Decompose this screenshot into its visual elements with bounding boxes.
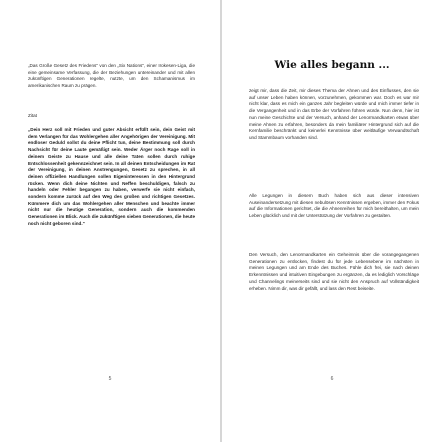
body-paragraph-3: Den Versuch, den Lenormandkarten ein Geheimnis über die vorangegangenen Generationen zu entlocken, findest du für jede Lebensebene im nächsten in meinen Legungen und am Ende des Buches. Fühle dich frei, sie nach deinen Erkenntnissen und intuitiven Eingebungen zu ergänzen, da es lediglich Vorschläge und Channelings meinerseits sind und sie nicht den Anspruch auf Vollständigkeit erheben. Nimm dir, was dir gefällt, und lass den Rest beiseite.	[249, 252, 419, 291]
right-page	[222, 0, 442, 442]
intro-paragraph: „Das Große Gesetz des Friedens" von den „Six Nations", einer Irokesen-Liga, die eine gemeinsame Verfassung, die der Beziehungen untereinander und mit allen zukünftigen Generationen regelte, nutzte, um den Schamanismus im amerikanischen Raum zu prägen.	[28, 63, 195, 89]
chapter-heading: Wie alles begann ...	[274, 59, 390, 71]
quote-label: Zitat	[28, 113, 37, 118]
body-paragraph-2: Alle Legungen in diesem Buch haben sich aus dieser intensiven Auseinandersetzung mit diesen nebulösen Kenntnissen ergeben, immer den Fokus auf die Informationen gerichtet, die die Ahnenreihen für mich bereithalten, um mein Leben glücklich und mit der Unterstützung der Vorfahren zu gestalten.	[249, 193, 419, 219]
quote-paragraph: „Dein Herz soll mit Frieden und guter Absicht erfüllt sein, dein Geist mit dem Verlangen für das Wohlergehen aller Angehörigen der Vereinigung. Mit endloser Geduld sollst du deine Pflicht tun, deine Bestimmung soll durch Nachsicht für deine Laute gemäßigt sein. Weder Ärger noch Rage soll in deinem Geiste zu Hause und alle deine Taten sollen durch ruhige Entschlossenheit gekennzeichnet sein. In all deinen Entscheidungen im Rat der Vereinigung, in deinen Anstrengungen, Gesetz zu sprechen, in all deinen offiziellen Handlungen sollen Eigeninteressen in den Hintergrund rücken. Wenn dich deine Nichten und Neffen beschuldigen, falsch zu handeln oder Fehler begangen zu haben, verwerfe sie nicht einfach, sondern komme zurück auf den Weg des großen und richtigen Gesetzes. Kümmere dich um das Wohlergehen aller Menschen und beachte immer nicht nur die heutige Generation, sondern auch die kommenden Generationen im Blick. Auch die zukünftigen sieben Generationen, die heute noch nicht geboren sind."	[28, 127, 195, 226]
body-paragraph-1: zeigt mir, dass die Zeit, mir dieses Thema der Ahnen und des Einflusses, den sie auf unser Leben haben können, vorzunehmen, gekommen war. Doch es war mir nicht klar, dass es mich ein ganzes Jahr begleiten würde und mich immer tiefer in die Vergangenheit und in das Erbe der Vorfahren führen würde. Nun denn, hier ist nun meine Geschichte und der Versuch, anhand der Lenormandkarten etwas über meine Ahnen zu erfahren, besonders da mein familiärer Hintergrund sich auf die Kernfamilie beschränkt und keinerlei Kenntnisse über weitläufige Verwandtschaft und Stammbaum vorhanden sind.	[249, 88, 419, 140]
left-page	[0, 0, 220, 442]
page-number-left: 5	[108, 376, 112, 382]
page-number-right: 6	[330, 376, 334, 382]
